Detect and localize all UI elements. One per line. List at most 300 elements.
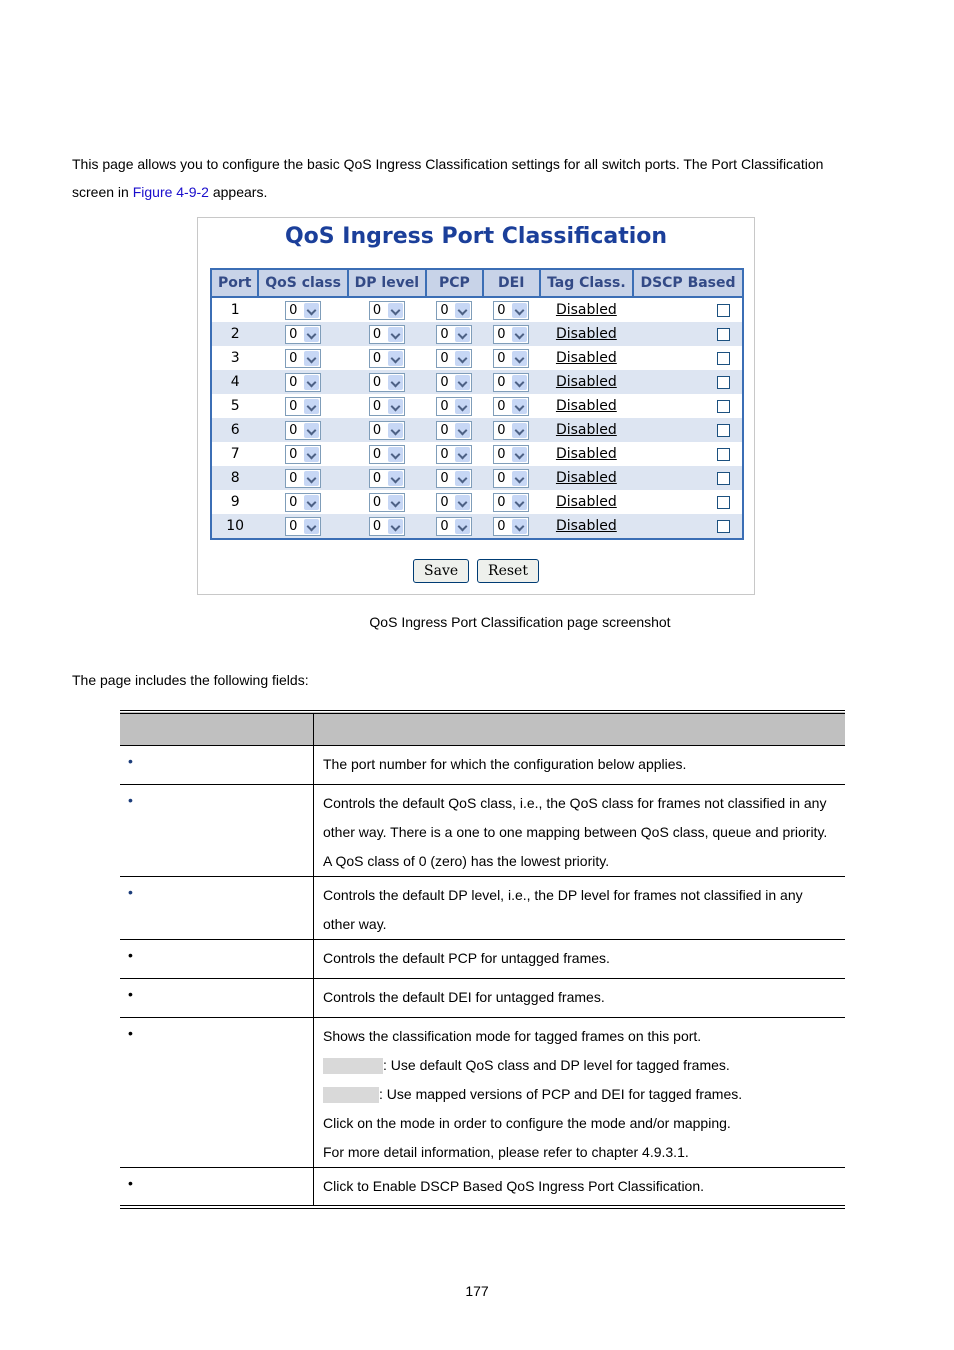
- pcp-select-cell: [426, 490, 483, 514]
- dscp-based-cell: [633, 514, 742, 538]
- pcp-select-cell: [426, 322, 483, 346]
- description-line: [323, 983, 837, 1012]
- dscp-based-cell: [633, 322, 742, 346]
- qos-class-select[interactable]: [285, 301, 321, 320]
- dei-select-cell: [483, 346, 540, 370]
- dp-level-select-value: 0: [372, 446, 382, 462]
- tag-class-link[interactable]: Disabled: [555, 470, 617, 486]
- dp-level-select[interactable]: [369, 469, 405, 488]
- chevron-down-icon: [455, 327, 470, 342]
- dei-select-cell: [483, 490, 540, 514]
- dp-level-select[interactable]: [369, 517, 405, 536]
- table-row: [212, 322, 742, 346]
- tag-class-cell: [540, 466, 633, 490]
- chevron-down-icon: [304, 471, 319, 486]
- port-number: 6: [212, 418, 258, 442]
- chevron-down-icon: [388, 495, 403, 510]
- port-number: 3: [212, 346, 258, 370]
- dei-select-value: 0: [497, 350, 506, 366]
- description-line: [323, 818, 837, 847]
- chevron-down-icon: [455, 375, 470, 390]
- dscp-based-checkbox[interactable]: [717, 376, 730, 389]
- chevron-down-icon: [512, 471, 527, 486]
- dscp-based-checkbox[interactable]: [717, 304, 730, 317]
- chevron-down-icon: [304, 375, 319, 390]
- chevron-down-icon: [455, 423, 470, 438]
- tag-class-link[interactable]: Disabled: [555, 374, 617, 390]
- table-row: [212, 514, 742, 538]
- qos-class-select-value: 0: [289, 326, 298, 342]
- field-object-cell: [120, 746, 314, 785]
- description-text: Controls the default DP level, i.e., the DP level for frames not classified in any: [323, 887, 803, 903]
- dp-level-select-cell: [348, 297, 426, 322]
- tag-class-cell: [540, 490, 633, 514]
- description-text: other way. There is a one to one mapping between QoS class, queue and priority.: [323, 824, 828, 840]
- tag-class-cell: [540, 514, 633, 538]
- pcp-select-value: 0: [440, 374, 449, 390]
- pcp-select[interactable]: [436, 493, 472, 512]
- column-header: QoS class: [258, 270, 348, 297]
- field-description-cell: [314, 785, 846, 877]
- qos-class-select-value: 0: [289, 398, 298, 414]
- chevron-down-icon: [304, 303, 319, 318]
- dp-level-select-value: 0: [372, 326, 382, 342]
- field-object-cell: [120, 940, 314, 979]
- chevron-down-icon: [388, 423, 403, 438]
- pcp-select[interactable]: [436, 469, 472, 488]
- description-text: other way.: [323, 916, 387, 932]
- chevron-down-icon: [388, 303, 403, 318]
- dp-level-select-value: 0: [372, 422, 382, 438]
- tag-class-link[interactable]: Disabled: [555, 518, 617, 534]
- dp-level-select-cell: [348, 442, 426, 466]
- dp-level-select[interactable]: [369, 493, 405, 512]
- dei-select-cell: [483, 466, 540, 490]
- qos-class-select-value: 0: [289, 518, 298, 534]
- field-description-cell: [314, 1168, 846, 1207]
- bullet-icon: •: [128, 1175, 133, 1191]
- chevron-down-icon: [512, 351, 527, 366]
- dscp-based-cell: [633, 346, 742, 370]
- field-description-cell: [314, 940, 846, 979]
- dscp-based-cell: [633, 466, 742, 490]
- dei-select-value: 0: [497, 398, 506, 414]
- qos-class-select-value: 0: [289, 350, 298, 366]
- field-description-cell: [314, 746, 846, 785]
- table-row: [212, 346, 742, 370]
- dscp-based-checkbox[interactable]: [717, 496, 730, 509]
- dscp-based-checkbox[interactable]: [717, 328, 730, 341]
- dp-level-select-value: 0: [372, 398, 382, 414]
- tag-class-link[interactable]: Disabled: [555, 422, 617, 438]
- dscp-based-cell: [633, 394, 742, 418]
- dei-select-value: 0: [497, 494, 506, 510]
- dp-level-select-value: 0: [372, 494, 382, 510]
- qos-class-select-value: 0: [289, 302, 298, 318]
- tag-class-link[interactable]: Disabled: [555, 398, 617, 414]
- description-line: [323, 1080, 837, 1109]
- port-number: 5: [212, 394, 258, 418]
- tag-class-cell: [540, 442, 633, 466]
- dei-select[interactable]: [493, 349, 529, 368]
- port-number: 4: [212, 370, 258, 394]
- form-buttons: [198, 559, 754, 583]
- dscp-based-checkbox[interactable]: [717, 400, 730, 413]
- chevron-down-icon: [512, 375, 527, 390]
- dscp-based-cell: [633, 442, 742, 466]
- dp-level-select-value: 0: [372, 470, 382, 486]
- dscp-based-checkbox[interactable]: [717, 520, 730, 533]
- qos-class-select[interactable]: [285, 517, 321, 536]
- fields-header-row: [120, 712, 845, 746]
- dp-level-select-value: 0: [372, 518, 382, 534]
- dei-select-cell: [483, 418, 540, 442]
- dscp-based-checkbox[interactable]: [717, 472, 730, 485]
- chevron-down-icon: [388, 351, 403, 366]
- dp-level-select[interactable]: [369, 373, 405, 392]
- table-row: [212, 394, 742, 418]
- description-line: [323, 789, 837, 818]
- page-number: 177: [465, 1283, 489, 1299]
- chevron-down-icon: [455, 519, 470, 534]
- port-number: 7: [212, 442, 258, 466]
- qos-class-select-value: 0: [289, 470, 298, 486]
- fields-row: [120, 1018, 845, 1168]
- pcp-select[interactable]: [436, 421, 472, 440]
- description-line: [323, 944, 837, 973]
- description-text: : Use mapped versions of PCP and DEI for tagged frames.: [379, 1086, 743, 1102]
- pcp-select-cell: [426, 418, 483, 442]
- column-header: Port: [212, 270, 258, 297]
- pcp-select-value: 0: [440, 326, 449, 342]
- table-row: [212, 370, 742, 394]
- table-row: [212, 442, 742, 466]
- tag-class-cell: [540, 394, 633, 418]
- chevron-down-icon: [512, 303, 527, 318]
- column-header: DEI: [483, 270, 540, 297]
- qos-class-select[interactable]: [285, 493, 321, 512]
- bullet-icon: •: [128, 792, 133, 808]
- qos-class-select-value: 0: [289, 446, 298, 462]
- dei-select[interactable]: [493, 325, 529, 344]
- qos-class-select-value: 0: [289, 494, 298, 510]
- column-header: DSCP Based: [633, 270, 742, 297]
- column-header: DP level: [348, 270, 426, 297]
- chevron-down-icon: [388, 471, 403, 486]
- qos-class-select-cell: [258, 297, 348, 322]
- dei-select-cell: [483, 370, 540, 394]
- dp-level-select-cell: [348, 394, 426, 418]
- qos-class-select[interactable]: [285, 469, 321, 488]
- port-number: 9: [212, 490, 258, 514]
- port-number: 2: [212, 322, 258, 346]
- pcp-select-value: 0: [440, 494, 449, 510]
- dei-select[interactable]: [493, 517, 529, 536]
- tag-class-cell: [540, 418, 633, 442]
- chevron-down-icon: [512, 519, 527, 534]
- fields-table: [120, 710, 845, 1209]
- pcp-select-value: 0: [440, 302, 449, 318]
- intro-text-end: appears.: [208, 184, 268, 200]
- dei-select[interactable]: [493, 373, 529, 392]
- qos-class-select-cell: [258, 466, 348, 490]
- fields-header-object: [120, 712, 314, 746]
- chevron-down-icon: [304, 351, 319, 366]
- dp-level-select[interactable]: [369, 445, 405, 464]
- dei-select-value: 0: [497, 422, 506, 438]
- qos-class-select-value: 0: [289, 422, 298, 438]
- dei-select-value: 0: [497, 446, 506, 462]
- intro-text: This page allows you to configure the basic QoS Ingress Classification settings for all switch ports. The Port Classification screen in: [72, 156, 824, 200]
- chevron-down-icon: [304, 423, 319, 438]
- pcp-select-cell: [426, 346, 483, 370]
- dei-select[interactable]: [493, 469, 529, 488]
- dei-select-cell: [483, 514, 540, 538]
- dp-level-select-value: 0: [372, 302, 382, 318]
- tag-class-link[interactable]: Disabled: [555, 446, 617, 462]
- table-row: [212, 418, 742, 442]
- description-text: For more detail information, please refer to chapter 4.9.3.1.: [323, 1144, 689, 1160]
- dei-select-value: 0: [497, 302, 506, 318]
- description-line: [323, 1051, 837, 1080]
- chevron-down-icon: [388, 399, 403, 414]
- column-header: Tag Class.: [540, 270, 633, 297]
- chevron-down-icon: [388, 327, 403, 342]
- fields-row: [120, 877, 845, 940]
- chevron-down-icon: [512, 399, 527, 414]
- pcp-select[interactable]: [436, 397, 472, 416]
- qos-class-select-value: 0: [289, 374, 298, 390]
- dei-select[interactable]: [493, 493, 529, 512]
- chevron-down-icon: [512, 447, 527, 462]
- description-text: Controls the default PCP for untagged frames.: [323, 950, 610, 966]
- tag-class-link[interactable]: Disabled: [555, 350, 617, 366]
- fields-row: [120, 746, 845, 785]
- pcp-select-cell: [426, 442, 483, 466]
- description-text: Click to Enable DSCP Based QoS Ingress Port Classification.: [323, 1178, 705, 1194]
- description-line: [323, 847, 837, 876]
- table-row: [212, 490, 742, 514]
- pcp-select-value: 0: [440, 446, 449, 462]
- qos-class-select[interactable]: [285, 325, 321, 344]
- chevron-down-icon: [388, 519, 403, 534]
- description-text: Controls the default QoS class, i.e., the QoS class for frames not classified in any: [323, 795, 827, 811]
- fields-row: [120, 785, 845, 877]
- bullet-icon: •: [128, 753, 133, 769]
- dp-level-select[interactable]: [369, 421, 405, 440]
- pcp-select-cell: [426, 394, 483, 418]
- chevron-down-icon: [512, 423, 527, 438]
- field-description-cell: [314, 1018, 846, 1168]
- description-text: Click on the mode in order to configure the mode and/or mapping.: [323, 1115, 731, 1131]
- qos-class-select-cell: [258, 490, 348, 514]
- dp-level-select[interactable]: [369, 325, 405, 344]
- qos-class-select[interactable]: [285, 421, 321, 440]
- tag-class-cell: [540, 370, 633, 394]
- chevron-down-icon: [304, 447, 319, 462]
- qos-class-select[interactable]: [285, 445, 321, 464]
- tag-class-link[interactable]: Disabled: [555, 494, 617, 510]
- fields-intro: The page includes the following fields:: [72, 672, 309, 688]
- description-line: [323, 1172, 837, 1201]
- pcp-select[interactable]: [436, 301, 472, 320]
- chevron-down-icon: [388, 375, 403, 390]
- chevron-down-icon: [455, 471, 470, 486]
- dscp-based-checkbox[interactable]: [717, 448, 730, 461]
- dp-level-select[interactable]: [369, 349, 405, 368]
- description-text: A QoS class of 0 (zero) has the lowest priority.: [323, 853, 610, 869]
- qos-class-select-cell: [258, 418, 348, 442]
- qos-class-select[interactable]: [285, 397, 321, 416]
- dp-level-select-cell: [348, 418, 426, 442]
- fields-row: [120, 940, 845, 979]
- fields-header-description: [314, 712, 846, 746]
- dscp-based-checkbox[interactable]: [717, 424, 730, 437]
- pcp-select-cell: [426, 297, 483, 322]
- screenshot-title: QoS Ingress Port Classification: [284, 224, 668, 249]
- dscp-based-cell: [633, 490, 742, 514]
- dscp-based-checkbox[interactable]: [717, 352, 730, 365]
- chevron-down-icon: [455, 303, 470, 318]
- port-number: 10: [212, 514, 258, 538]
- table-row: [212, 466, 742, 490]
- chevron-down-icon: [512, 495, 527, 510]
- qos-class-select[interactable]: [285, 373, 321, 392]
- pcp-select[interactable]: [436, 445, 472, 464]
- pcp-select[interactable]: [436, 517, 472, 536]
- dp-level-select-cell: [348, 322, 426, 346]
- dp-level-select-cell: [348, 346, 426, 370]
- table-header-row: [212, 270, 742, 297]
- pcp-select[interactable]: [436, 349, 472, 368]
- pcp-select-value: 0: [440, 518, 449, 534]
- qos-class-select-cell: [258, 442, 348, 466]
- field-object-cell: [120, 979, 314, 1018]
- dei-select[interactable]: [493, 397, 529, 416]
- chevron-down-icon: [455, 447, 470, 462]
- dp-level-select[interactable]: [369, 397, 405, 416]
- dei-select-cell: [483, 297, 540, 322]
- dp-level-select-cell: [348, 466, 426, 490]
- pcp-select[interactable]: [436, 373, 472, 392]
- description-line: [323, 881, 837, 910]
- field-object-cell: [120, 1018, 314, 1168]
- fields-row: [120, 979, 845, 1018]
- mode-highlight: [323, 1087, 379, 1103]
- qos-class-select-cell: [258, 370, 348, 394]
- pcp-select-value: 0: [440, 422, 449, 438]
- pcp-select-cell: [426, 514, 483, 538]
- chevron-down-icon: [455, 399, 470, 414]
- dp-level-select-cell: [348, 490, 426, 514]
- figure-caption: QoS Ingress Port Classification page screenshot: [369, 614, 671, 630]
- qos-class-select[interactable]: [285, 349, 321, 368]
- pcp-select-value: 0: [440, 350, 449, 366]
- field-object-cell: [120, 1168, 314, 1207]
- pcp-select-cell: [426, 466, 483, 490]
- screenshot-figure: [197, 217, 755, 595]
- pcp-select-value: 0: [440, 470, 449, 486]
- port-number: 8: [212, 466, 258, 490]
- dscp-based-cell: [633, 297, 742, 322]
- description-text: : Use default QoS class and DP level for tagged frames.: [383, 1057, 730, 1073]
- description-line: [323, 750, 837, 779]
- port-number: 1: [212, 297, 258, 322]
- chevron-down-icon: [512, 327, 527, 342]
- dei-select-cell: [483, 394, 540, 418]
- pcp-select-cell: [426, 370, 483, 394]
- tag-class-cell: [540, 346, 633, 370]
- qos-class-select-cell: [258, 514, 348, 538]
- dscp-based-cell: [633, 418, 742, 442]
- description-text: Controls the default DEI for untagged frames.: [323, 989, 605, 1005]
- dei-select[interactable]: [493, 445, 529, 464]
- tag-class-link[interactable]: Disabled: [555, 302, 617, 318]
- field-object-cell: [120, 785, 314, 877]
- dei-select-cell: [483, 322, 540, 346]
- chevron-down-icon: [455, 351, 470, 366]
- dscp-based-cell: [633, 370, 742, 394]
- dei-select-value: 0: [497, 326, 506, 342]
- tag-class-cell: [540, 322, 633, 346]
- qos-class-select-cell: [258, 322, 348, 346]
- pcp-select-value: 0: [440, 398, 449, 414]
- description-text: Shows the classification mode for tagged frames on this port.: [323, 1028, 702, 1044]
- bullet-icon: •: [128, 947, 133, 963]
- dei-select-value: 0: [497, 374, 506, 390]
- chevron-down-icon: [304, 519, 319, 534]
- dp-level-select-value: 0: [372, 350, 382, 366]
- dei-select[interactable]: [493, 421, 529, 440]
- bullet-icon: •: [128, 1025, 133, 1041]
- chevron-down-icon: [304, 327, 319, 342]
- dei-select[interactable]: [493, 301, 529, 320]
- save-button[interactable]: Save: [413, 559, 469, 583]
- reset-button[interactable]: Reset: [477, 559, 539, 583]
- field-description-cell: [314, 877, 846, 940]
- fields-row: [120, 1168, 845, 1207]
- chevron-down-icon: [304, 495, 319, 510]
- dp-level-select-cell: [348, 370, 426, 394]
- dei-select-cell: [483, 442, 540, 466]
- figure-link[interactable]: Figure 4-9-2: [132, 184, 209, 200]
- description-text: The port number for which the configuration below applies.: [323, 756, 687, 772]
- dp-level-select-value: 0: [372, 374, 382, 390]
- tag-class-link[interactable]: Disabled: [555, 326, 617, 342]
- dei-select-value: 0: [497, 518, 506, 534]
- pcp-select[interactable]: [436, 325, 472, 344]
- chevron-down-icon: [455, 495, 470, 510]
- mode-highlight: [323, 1058, 383, 1074]
- chevron-down-icon: [304, 399, 319, 414]
- bullet-icon: •: [128, 884, 133, 900]
- dei-select-value: 0: [497, 470, 506, 486]
- column-header: PCP: [426, 270, 483, 297]
- dp-level-select[interactable]: [369, 301, 405, 320]
- qos-class-select-cell: [258, 346, 348, 370]
- description-line: [323, 1022, 837, 1051]
- qos-class-select-cell: [258, 394, 348, 418]
- intro-paragraph: [72, 150, 862, 206]
- port-classification-table: [210, 268, 744, 540]
- description-line: [323, 1109, 837, 1138]
- dp-level-select-cell: [348, 514, 426, 538]
- field-object-cell: [120, 877, 314, 940]
- chevron-down-icon: [388, 447, 403, 462]
- bullet-icon: •: [128, 986, 133, 1002]
- field-description-cell: [314, 979, 846, 1018]
- description-line: [323, 910, 837, 939]
